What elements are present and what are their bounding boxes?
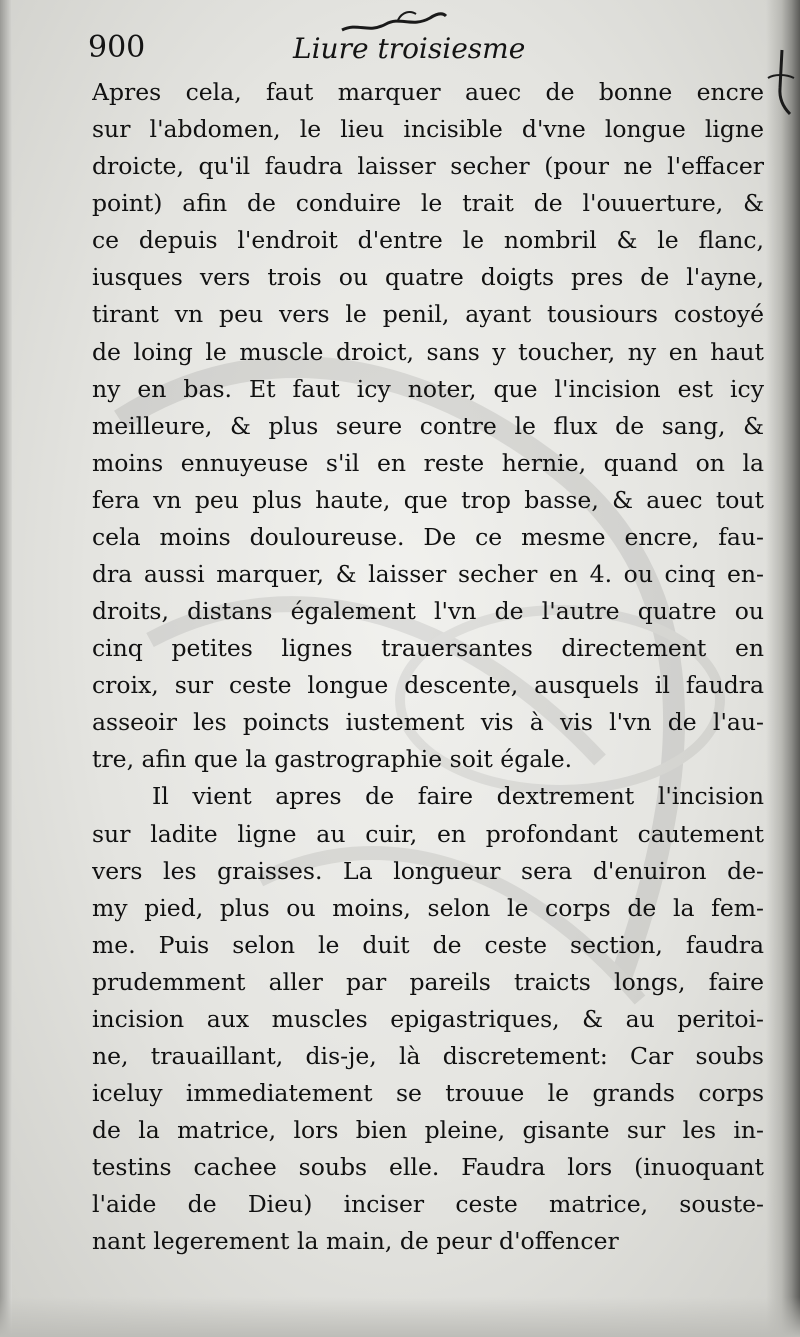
text-line: droicte, qu'il faudra laisser secher (pour ne l'effacer: [92, 152, 764, 181]
text-line: fera vn peu plus haute, que trop basse, & auec tout: [92, 485, 764, 514]
text-line: asseoir les poincts iustement vis à vis l'vn de l'au-: [92, 708, 764, 737]
text-line: me. Puis selon le duit de ceste section, faudra: [92, 930, 764, 959]
text-line: ne, trauaillant, dis-je, là discretement: Car soubs: [92, 1042, 764, 1071]
text-line: de la matrice, lors bien pleine, gisante sur les in-: [92, 1116, 764, 1145]
text-line: prudemment aller par pareils traicts longs, faire: [92, 967, 764, 996]
text-line: moins ennuyeuse s'il en reste hernie, quand on la: [92, 448, 764, 477]
text-line: testins cachee soubs elle. Faudra lors (inuoquant: [92, 1153, 764, 1182]
text-line: tirant vn peu vers le penil, ayant tousiours costoyé: [92, 300, 764, 329]
text-line: point) afin de conduire le trait de l'ouuerture, &: [92, 189, 764, 218]
text-line: tre, afin que la gastrographie soit égale.: [92, 745, 573, 774]
text-line: iusques vers trois ou quatre doigts pres de l'ayne,: [92, 263, 764, 292]
body-text: [92, 74, 764, 1261]
text-line: meilleure, & plus seure contre le flux de sang, &: [92, 411, 764, 440]
text-line: ce depuis l'endroit d'entre le nombril & le flanc,: [92, 226, 764, 255]
text-line: de loing le muscle droict, sans y toucher, ny en haut: [92, 337, 764, 366]
text-line: croix, sur ceste longue descente, ausquels il faudra: [92, 671, 764, 700]
text-line: Apres cela, faut marquer auec de bonne encre: [92, 78, 764, 106]
text-line: nant legerement la main, de peur d'offencer: [92, 1227, 619, 1256]
text-line: sur l'abdomen, le lieu incisible d'vne longue ligne: [92, 115, 764, 144]
margin-ink-mark-icon: [760, 48, 800, 118]
text-line: iceluy immediatement se trouue le grands corps: [92, 1079, 764, 1108]
text-line: my pied, plus ou moins, selon le corps de la fem-: [92, 893, 764, 922]
text-line: cela moins douloureuse. De ce mesme encre, fau-: [92, 522, 764, 551]
text-line: droits, distans également l'vn de l'autre quatre ou: [92, 597, 764, 626]
text-line: vers les graisses. La longueur sera d'enuiron de-: [92, 856, 764, 885]
running-head: [88, 30, 688, 80]
page-number: 900: [88, 30, 146, 65]
text-line: incision aux muscles epigastriques, & au peritoi-: [92, 1004, 764, 1033]
running-head-title: Liure troisiesme: [293, 32, 526, 65]
text-line: l'aide de Dieu) inciser ceste matrice, souste-: [92, 1190, 764, 1219]
text-line: cinq petites lignes trauersantes directement en: [92, 634, 764, 663]
text-line: dra aussi marquer, & laisser secher en 4. ou cinq en-: [92, 560, 764, 589]
text-line: Il vient apres de faire dextrement l'incision: [152, 782, 764, 811]
text-line: ny en bas. Et faut icy noter, que l'incision est icy: [92, 374, 764, 403]
text-line: sur ladite ligne au cuir, en profondant cautement: [92, 819, 764, 848]
